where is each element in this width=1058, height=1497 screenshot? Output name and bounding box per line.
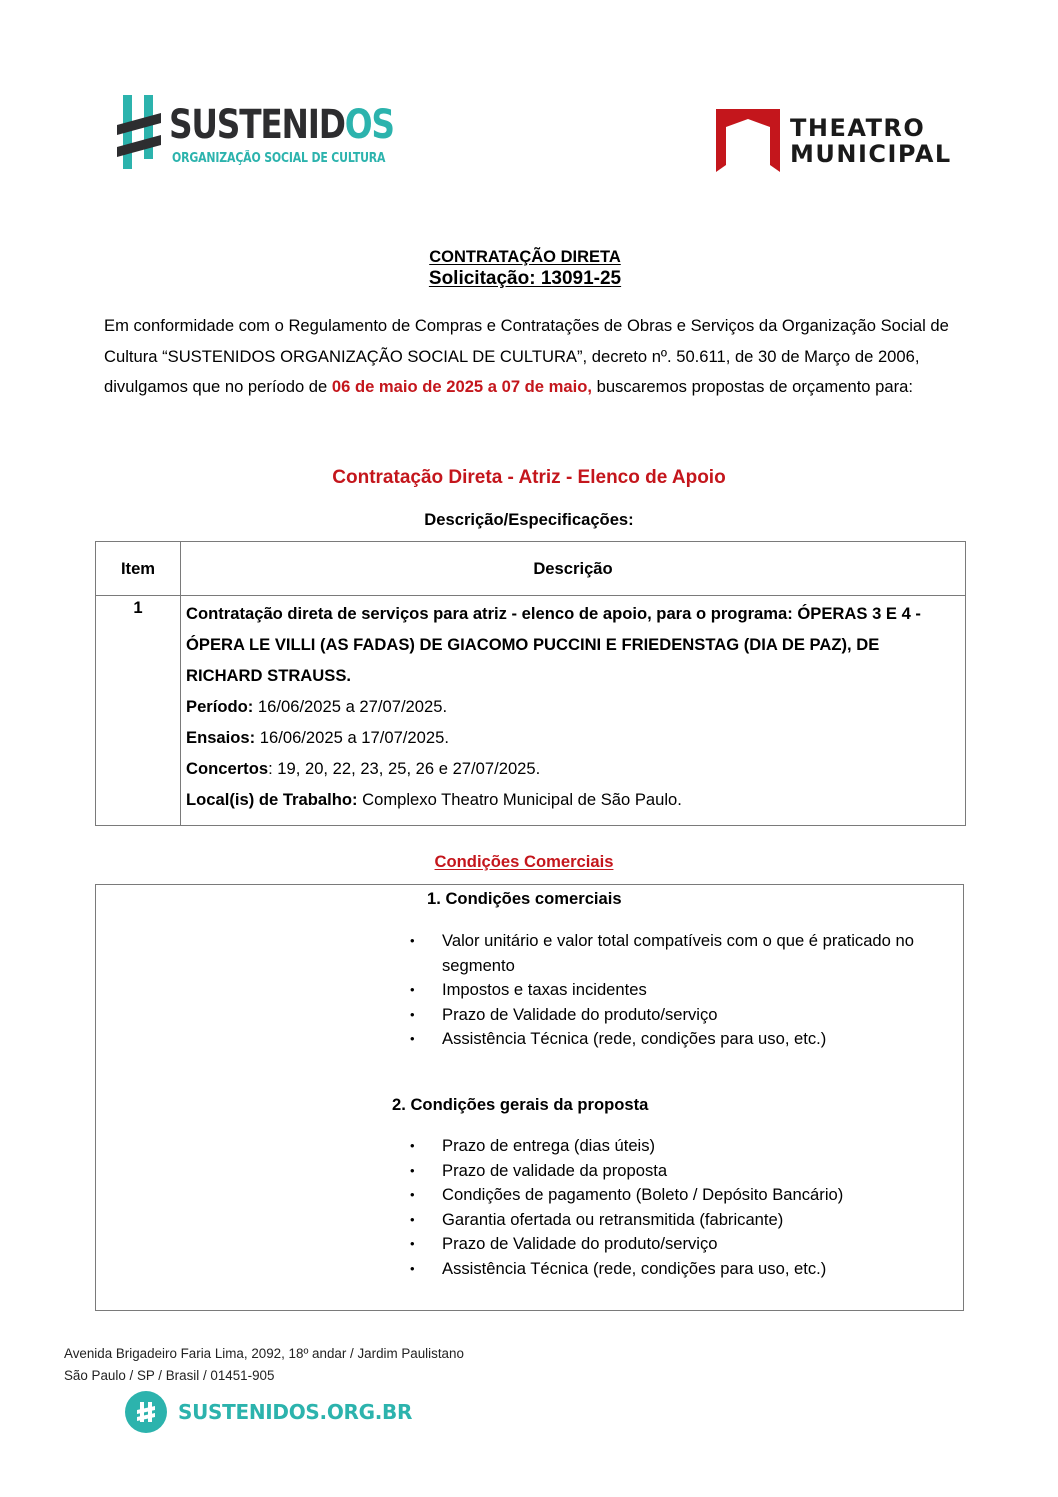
sustenidos-wordmark: SUSTENIDOS xyxy=(169,102,394,148)
detail-rehearsals: Ensaios: 16/06/2025 a 17/07/2025. xyxy=(186,728,449,747)
list-item: • Prazo de validade da proposta xyxy=(407,1159,967,1184)
item-number: 1 xyxy=(96,596,181,826)
list-item: • Assistência Técnica (rede, condições para uso, etc.) xyxy=(407,1257,967,1282)
list-item: • Garantia ofertada ou retransmitida (fabricante) xyxy=(407,1208,967,1233)
footer-address xyxy=(64,1343,464,1387)
bullet-icon: • xyxy=(410,933,415,948)
bullet-icon: • xyxy=(410,982,415,998)
bullet-icon: • xyxy=(410,1162,415,1178)
document-title: CONTRATAÇÃO DIRETA xyxy=(429,248,621,266)
bullet-icon: • xyxy=(410,1006,415,1022)
list-item: • Prazo de Validade do produto/serviço xyxy=(407,1003,957,1028)
specifications-title: Descrição/Especificações: xyxy=(424,510,634,529)
footer-website-logo xyxy=(125,1391,413,1435)
table-header-row xyxy=(96,542,966,596)
general-conditions-list xyxy=(407,1134,967,1282)
bullet-icon: • xyxy=(410,1211,415,1227)
table-row xyxy=(96,596,966,826)
bullet-icon: • xyxy=(410,1236,415,1252)
commercial-conditions-heading: 1. Condições comerciais xyxy=(427,889,622,908)
sharp-hash-logo-icon xyxy=(117,95,161,169)
column-header-description: Descrição xyxy=(181,542,966,596)
website-url[interactable]: SUSTENIDOS.ORG.BR xyxy=(178,1400,413,1424)
bullet-icon: • xyxy=(410,1031,415,1047)
intro-paragraph: Em conformidade com o Regulamento de Compras e Contratações de Obras e Serviços da Organização Social de Cultura “SUSTENIDOS ORGANIZAÇÃO SOCIAL DE CULTURA”, decreto nº. 50.611, de 30 de Março de 2006, divulgamos que no período de 06 de maio de 2025 a 07 de maio, buscaremos propostas de orçamento para: xyxy=(104,316,949,396)
detail-period: Período: 16/06/2025 a 27/07/2025. xyxy=(186,697,448,716)
list-item: • Condições de pagamento (Boleto / Depósito Bancário) xyxy=(407,1183,967,1208)
specifications-table xyxy=(95,541,966,826)
detail-workplace: Local(is) de Trabalho: Complexo Theatro Municipal de São Paulo. xyxy=(186,790,682,809)
section-title: Contratação Direta - Atriz - Elenco de Apoio xyxy=(332,467,726,488)
list-item: • Assistência Técnica (rede, condições para uso, etc.) xyxy=(407,1027,957,1052)
list-item: • Valor unitário e valor total compatíveis com o que é praticado no segmento xyxy=(410,931,914,975)
request-number: Solicitação: 13091-25 xyxy=(428,268,622,289)
column-header-item: Item xyxy=(96,542,181,596)
list-item: • Prazo de entrega (dias úteis) xyxy=(407,1134,967,1159)
municipal-text: MUNICIPAL xyxy=(790,140,952,168)
commercial-conditions-list xyxy=(407,929,957,1052)
address-line-1: Avenida Brigadeiro Faria Lima, 2092, 18º andar / Jardim Paulistano xyxy=(64,1346,464,1361)
theatre-arch-logo-icon xyxy=(716,109,780,172)
theatro-municipal-logo xyxy=(716,109,956,173)
address-line-2: São Paulo / SP / Brasil / 01451-905 xyxy=(64,1368,275,1383)
commercial-conditions-title: Condições Comerciais xyxy=(434,852,614,871)
hash-circle-icon xyxy=(125,1391,167,1433)
sustenidos-logo xyxy=(117,95,394,175)
bullet-icon: • xyxy=(410,1187,415,1203)
general-conditions-heading: 2. Condições gerais da proposta xyxy=(392,1095,649,1114)
bullet-icon: • xyxy=(410,1138,415,1153)
list-item: • Prazo de Validade do produto/serviço xyxy=(407,1232,967,1257)
sustenidos-subtitle: ORGANIZAÇÃO SOCIAL DE CULTURA xyxy=(172,151,386,166)
theatro-text: THEATRO xyxy=(790,114,926,142)
item-description: Contratação direta de serviços para atriz - elenco de apoio, para o programa: ÓPERAS 3 E 4 - ÓPERA LE VILLI (AS FADAS) DE GIACOMO PUCCINI E FRIEDENSTAG (DIA DE PAZ), DE RICHARD STRAUSS. xyxy=(186,604,921,685)
item-description-cell xyxy=(181,596,966,826)
detail-concerts: Concertos: 19, 20, 22, 23, 25, 26 e 27/07/2025. xyxy=(186,759,541,778)
bullet-icon: • xyxy=(410,1260,415,1276)
list-item: • Impostos e taxas incidentes xyxy=(407,978,957,1003)
date-range-highlight: 06 de maio de 2025 a 07 de maio, xyxy=(331,377,592,396)
